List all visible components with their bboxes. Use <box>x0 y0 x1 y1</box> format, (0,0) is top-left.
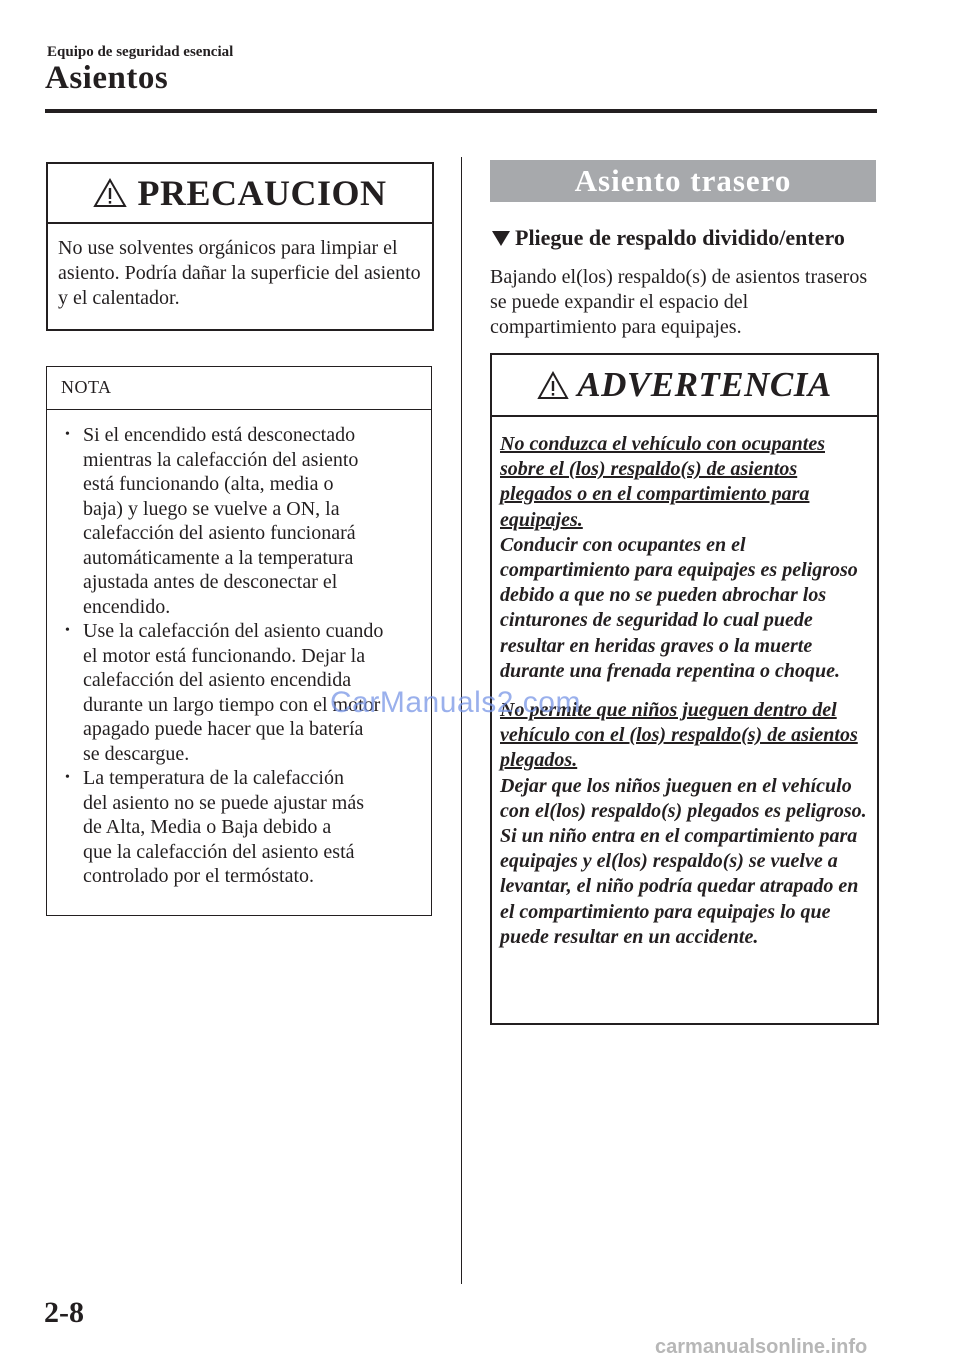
warning-triangle-icon <box>93 178 127 208</box>
section-banner-title: Asiento trasero <box>574 163 792 198</box>
column-divider <box>461 157 462 1284</box>
precaution-text: No use solventes orgánicos para limpiar el asiento. Podría dañar la superficie del asiento y el calentador. <box>58 237 421 309</box>
note-item: • Si el encendido está desconectado mientras la calefacción del asiento está funcionando (alta, media o baja) y luego se vuelve a ON, la calefacción del asiento funcionará automáticamente a la temperatura ajustada antes de desconectar el encendido. <box>65 423 431 619</box>
warning-para2-text: Dejar que los niños jueguen en el vehículo con el(los) respaldo(s) plegados es peligroso. Si un niño entra en el compartimiento para equipajes y el(los) respaldo(s) se vuelve a levantar, el niño podría quedar atrapado en el compartimiento para equipajes lo que puede resultar en un accidente. <box>500 774 867 948</box>
note-list <box>65 423 431 889</box>
triangle-down-icon <box>491 229 511 247</box>
subheading <box>491 225 845 251</box>
warning-para1-text: Conducir con ocupantes en el compartimiento para equipajes es peligroso debido a que no se pueden abrochar los cinturones de seguridad lo cual puede resultar en heridas graves o la muerte durante una frenada repentina o choque. <box>500 533 858 682</box>
warning-para1-heading: No conduzca el vehículo con ocupantes sobre el (los) respaldo(s) de asientos plegados o en el compartimiento para equipajes. <box>500 433 825 531</box>
warning-para2-heading: No permite que niños jueguen dentro del vehículo con el (los) respaldo(s) de asientos plegados. <box>500 699 858 772</box>
chapter-title: Asientos <box>45 60 169 96</box>
subheading-text: Pliegue de respaldo dividido/entero <box>515 225 845 250</box>
note-label: NOTA <box>61 377 112 397</box>
watermark: CarManuals2.com <box>330 686 581 719</box>
warning-triangle-icon <box>537 371 569 400</box>
footer-watermark: carmanualsonline.info <box>655 1336 868 1358</box>
note-item: • Use la calefacción del asiento cuando el motor está funcionando. Dejar la calefacción del asiento encendida durante un largo tiempo con el motor apagado puede hacer que la batería se descargue. <box>65 619 431 766</box>
rear-seat-body: Bajando el(los) respaldo(s) de asientos traseros se puede expandir el espacio del compartimiento para equipajes. <box>490 266 868 338</box>
header-rule <box>45 109 877 113</box>
section-banner <box>490 160 876 202</box>
section-label: Equipo de seguridad esencial <box>47 44 234 60</box>
warning-header <box>492 355 877 417</box>
note-box <box>46 366 432 916</box>
precaution-label: PRECAUCION <box>137 173 387 213</box>
warning-label: ADVERTENCIA <box>577 365 832 404</box>
note-item: • La temperatura de la calefacción del asiento no se puede ajustar más de Alta, Media o Baja debido a que la calefacción del asiento está controlado por el termóstato. <box>65 766 431 889</box>
precaution-header <box>48 164 432 224</box>
precaution-box <box>46 162 434 331</box>
page-number: 2-8 <box>44 1296 84 1329</box>
note-header <box>47 367 431 410</box>
